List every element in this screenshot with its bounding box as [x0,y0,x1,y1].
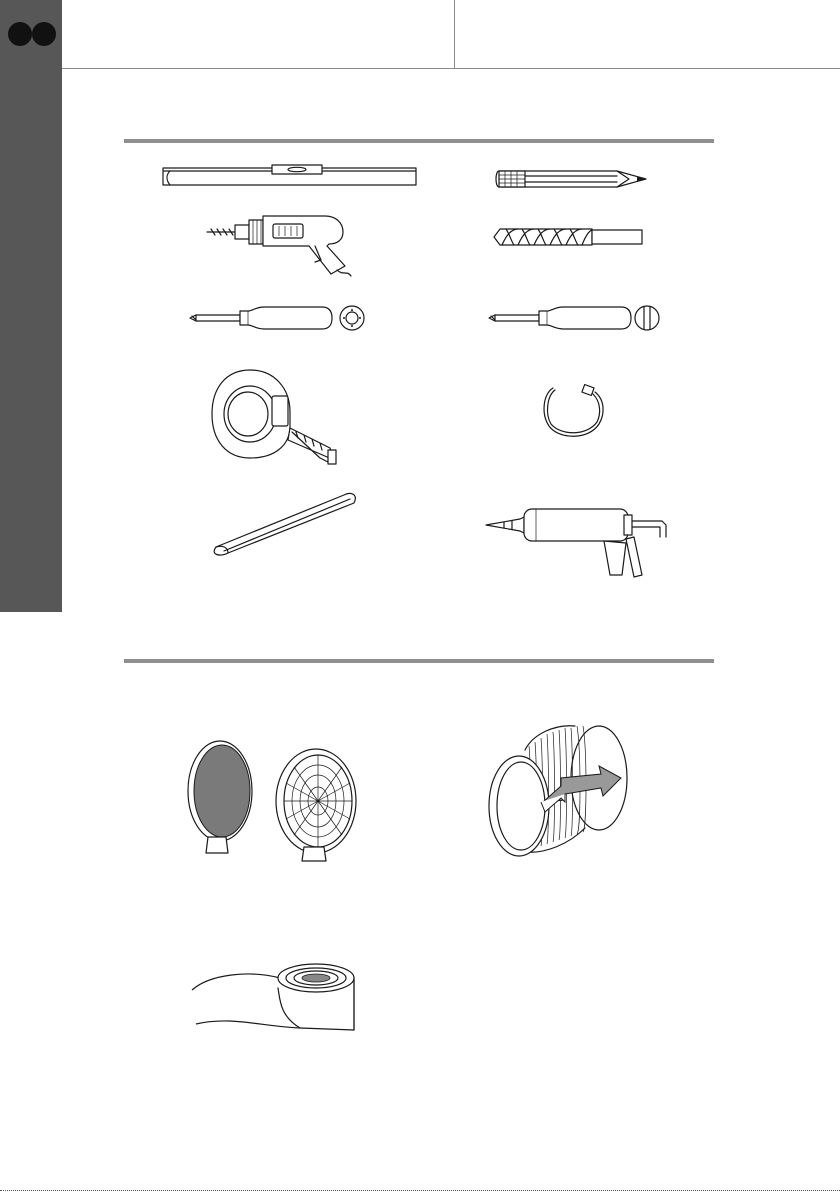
page-bottom-edge [0,1190,840,1191]
carbon-filters-icon [186,739,366,863]
parts-section-rule [124,659,714,663]
spirit-level-icon [162,165,418,187]
hose-clamp-icon [539,384,609,442]
electric-drill-icon [205,210,355,278]
header-divider [62,68,840,69]
pencil-icon [493,169,649,189]
chapter-sidebar [0,0,62,612]
flexible-duct-icon [485,720,635,860]
marker-dot [32,22,56,46]
marker-dot [8,22,32,46]
hacksaw-blade-icon [208,489,358,559]
flat-screwdriver-icon [487,303,663,333]
tools-section-rule [124,139,714,143]
tape-measure-icon [210,368,340,472]
section-marker [8,22,56,46]
aluminium-tape-icon [190,960,360,1034]
header-column-divider [454,0,455,68]
phillips-screwdriver-icon [188,303,368,333]
drill-bit-icon [492,225,644,249]
silicone-gun-icon [484,503,674,579]
